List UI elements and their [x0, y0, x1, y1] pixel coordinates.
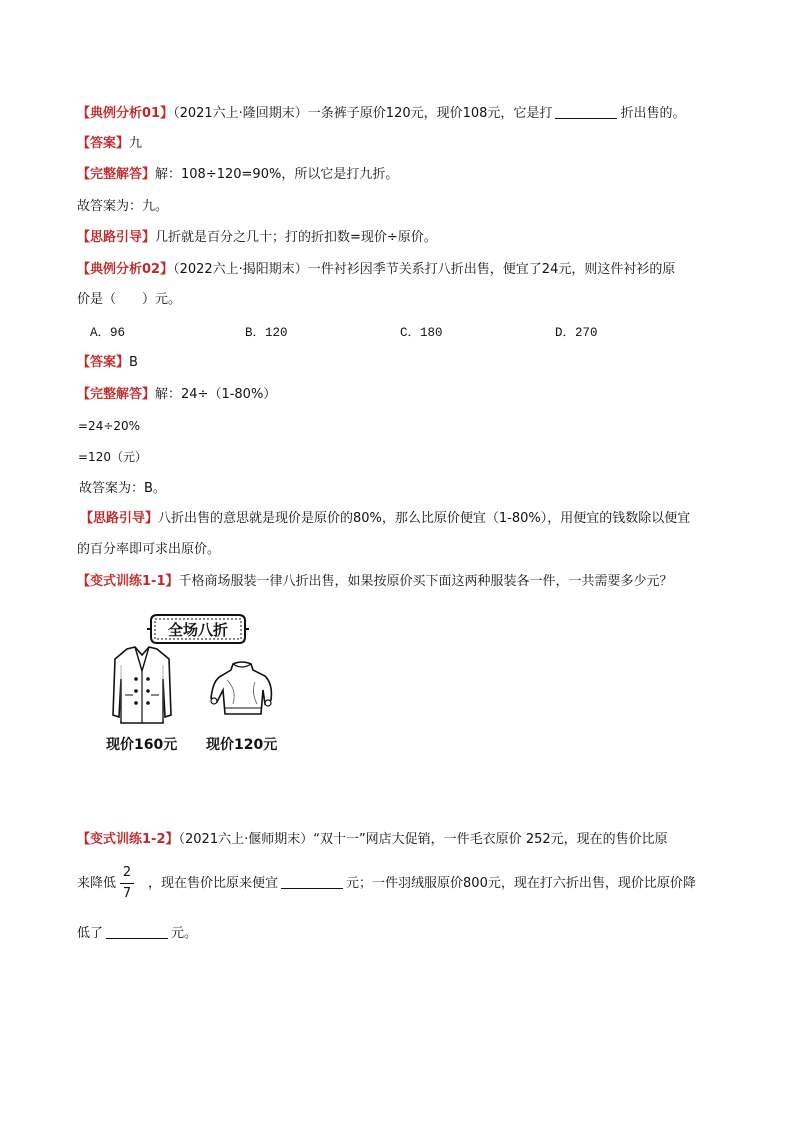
ex2-hint-text-1: 八折出售的意思就是现价是原价的80%，那么比原价便宜（1-80%），用便宜的钱数除以便宜 — [158, 511, 691, 526]
ex2-hint-tag: 【思路引导】 — [80, 511, 159, 526]
fraction-numerator: 2 — [122, 865, 132, 880]
ex2-answer-tag: 【答案】 — [77, 355, 130, 370]
ex1-answer-text: 九 — [129, 136, 143, 151]
ex2-solution-tag: 【完整解答】 — [77, 387, 156, 402]
ex1-answer — [77, 134, 142, 154]
option-c[interactable]: C．180 — [400, 326, 443, 340]
ex2-solution-step-1: 解：24÷（1-80%） — [155, 387, 277, 402]
tr2-text-reduce: 来降低 — [77, 876, 117, 891]
tr2-blank-1[interactable] — [281, 874, 343, 889]
ex2-solution — [77, 385, 276, 405]
tr2-text-down-jacket: 元；一件羽绒服原价800元，现在打六折出售，现价比原价降 — [346, 876, 696, 891]
sweater-icon — [207, 660, 277, 720]
sale-sign-text: 全场八折 — [167, 621, 228, 639]
ex1-question — [77, 104, 685, 124]
ex2-tag: 【典例分析02】 — [77, 262, 174, 277]
ex1-solution-conclusion: 故答案为：九。 — [77, 199, 169, 214]
tr2-text-yuan: 元。 — [171, 926, 198, 941]
ex2-hint-line-2: 的百分率即可求出原价。 — [77, 542, 221, 557]
ex2-question-line-2: 价是（ ）元。 — [77, 292, 182, 307]
ex2-question — [77, 260, 675, 280]
tr2-blank-2[interactable] — [106, 924, 168, 939]
tr2-tag: 【变式训练1-2】 — [77, 832, 179, 847]
ex2-solution-step-3: =120（元） — [78, 450, 147, 464]
ex2-solution-step-2: =24÷20% — [78, 419, 141, 433]
tr1-tag: 【变式训练1-1】 — [77, 574, 179, 589]
sale-sign — [147, 611, 249, 647]
ex1-solution — [77, 165, 398, 185]
tr2-text-cheaper: ，现在售价比原来便宜 — [148, 876, 279, 891]
fraction-bar — [120, 883, 134, 884]
tr2-question-line-3 — [77, 924, 197, 944]
option-b[interactable]: B．120 — [245, 326, 288, 340]
fraction-denominator: 7 — [122, 886, 132, 901]
ex1-answer-tag: 【答案】 — [77, 136, 130, 151]
option-d[interactable]: D．270 — [555, 326, 598, 340]
tr2-question — [77, 830, 668, 850]
fraction-two-sevenths — [120, 864, 134, 903]
ex1-solution-text: 解：108÷120=90%，所以它是打九折。 — [155, 167, 399, 182]
ex1-question-text: （2021六上·隆回期末）一条裤子原价120元，现价108元，它是打 — [173, 106, 553, 121]
ex2-answer — [77, 353, 138, 373]
ex1-solution-tag: 【完整解答】 — [77, 167, 156, 182]
ex1-hint-tag: 【思路引导】 — [77, 230, 156, 245]
ex1-hint — [77, 228, 437, 248]
tr2-question-text-1: （2021六上·偃师期末）“双十一”网店大促销，一件毛衣原价 252元，现在的售价比原 — [178, 832, 668, 847]
ex2-hint — [80, 509, 690, 529]
ex1-question-end: 折出售的。 — [620, 106, 686, 121]
option-a[interactable]: A．96 — [90, 326, 126, 340]
ex1-hint-text: 几折就是百分之几十；打的折扣数=现价÷原价。 — [155, 230, 437, 245]
ex1-tag: 【典例分析01】 — [77, 106, 174, 121]
sweater-price-label: 现价120元 — [206, 737, 278, 753]
tr2-text-lowered: 低了 — [77, 926, 104, 941]
ex2-question-text-1: （2022六上·揭阳期末）一件衬衫因季节关系打八折出售，便宜了24元，则这件衬衫的原 — [173, 262, 676, 277]
ex2-answer-text: B — [129, 355, 138, 370]
coat-icon — [107, 645, 177, 727]
tr1-question — [77, 572, 673, 592]
tr2-question-line-2 — [77, 874, 696, 894]
ex2-solution-conclusion: 故答案为：B。 — [79, 481, 166, 496]
tr1-question-text: 千格商场服装一律八折出售，如果按原价买下面这两种服装各一件，一共需要多少元？ — [178, 574, 673, 589]
ex1-answer-blank[interactable] — [555, 104, 617, 119]
coat-price-label: 现价160元 — [106, 737, 178, 753]
